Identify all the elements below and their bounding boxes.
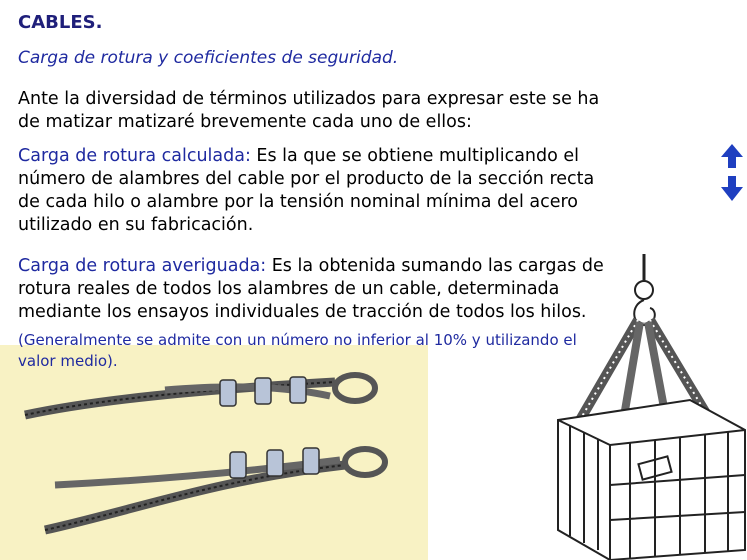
- cable-clamps-illustration: [15, 360, 395, 545]
- definition-text: Es la obtenida sumando las cargas de rotura reales de todos los alambres de un cable, determinada mediante los ensayos individuales de tracción de todos los hilos.: [18, 256, 604, 322]
- slide-subtitle: Carga de rotura y coeficientes de seguridad.: [18, 48, 399, 68]
- arrow-up-icon[interactable]: [718, 142, 746, 170]
- slide-navigation: [718, 142, 746, 204]
- definition-verified: [18, 255, 618, 324]
- arrow-down-icon[interactable]: [718, 174, 746, 204]
- definition-term: Carga de rotura calculada:: [18, 146, 251, 166]
- slide-title: CABLES.: [18, 12, 103, 33]
- intro-paragraph: Ante la diversidad de términos utilizados para expresar este se ha de matizar matizaré brevemente cada uno de ellos:: [18, 89, 600, 132]
- definition-calculated: [18, 145, 618, 237]
- definition-term: Carga de rotura averiguada:: [18, 256, 267, 276]
- crate-lifting-illustration: [540, 250, 747, 560]
- definition-text: Es la que se obtiene multiplicando el número de alambres del cable por el producto de la sección recta de cada hilo o alambre por la tensión nominal mínima del acero utilizado en su fabricación.: [18, 146, 595, 235]
- note-text: (Generalmente se admite con un número no inferior al 10% y utilizando el valor medio).: [18, 331, 577, 370]
